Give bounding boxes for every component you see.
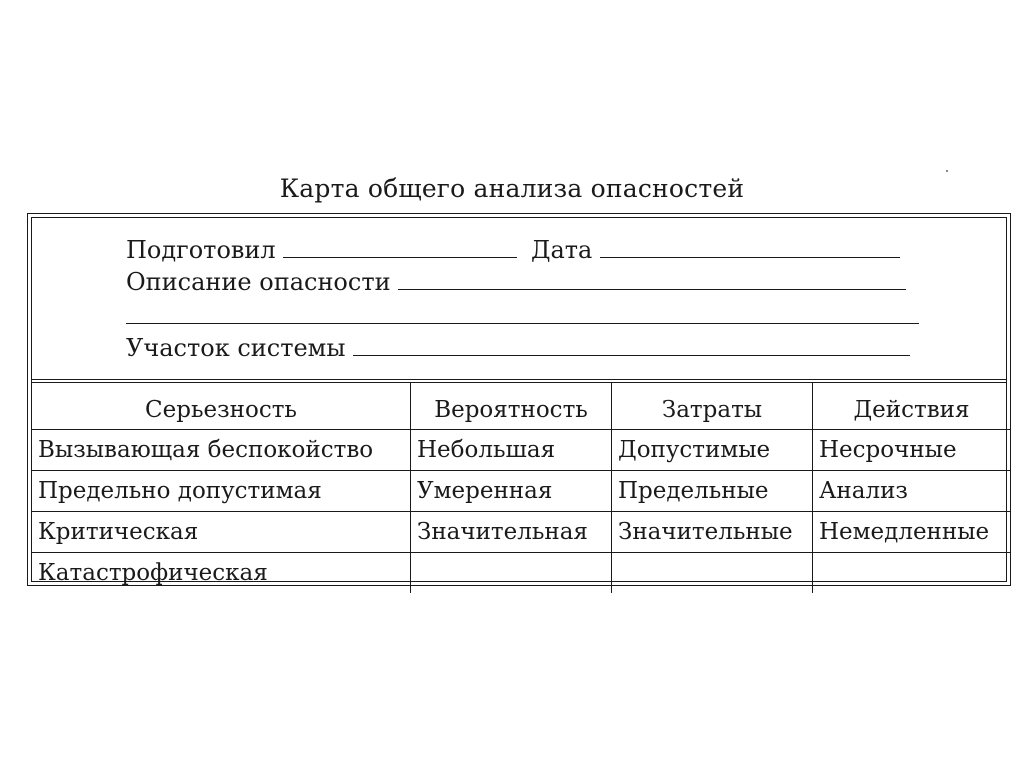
table-cell: Катастрофическая bbox=[32, 553, 411, 594]
table-cell: Критическая bbox=[32, 512, 411, 553]
table-cell: Значительные bbox=[612, 512, 813, 553]
hazard-analysis-card bbox=[27, 213, 1011, 586]
table-header-row bbox=[32, 383, 1010, 430]
table-cell: Небольшая bbox=[411, 430, 612, 471]
table-cell: Предельно допустимая bbox=[32, 471, 411, 512]
table-cell: Предельные bbox=[612, 471, 813, 512]
prepared-label: Подготовил bbox=[126, 236, 276, 264]
system-area-label: Участок системы bbox=[126, 334, 346, 362]
description-continuation-line bbox=[126, 304, 919, 328]
table-row bbox=[32, 512, 1010, 553]
card-inner-frame bbox=[31, 217, 1007, 586]
form-header bbox=[32, 218, 1006, 383]
date-label: Дата bbox=[530, 236, 593, 264]
table-cell: Немедленные bbox=[813, 512, 1011, 553]
date-blank[interactable] bbox=[600, 239, 900, 258]
hazard-table bbox=[32, 383, 1010, 593]
table-row bbox=[32, 430, 1010, 471]
description-blank-2[interactable] bbox=[126, 305, 919, 324]
table-cell: Вызывающая беспокойство bbox=[32, 430, 411, 471]
table-row bbox=[32, 553, 1010, 594]
table-cell: Анализ bbox=[813, 471, 1011, 512]
prepared-blank[interactable] bbox=[283, 239, 517, 258]
table-row bbox=[32, 471, 1010, 512]
description-label: Описание опасности bbox=[126, 268, 391, 296]
table-cell bbox=[612, 553, 813, 594]
table-cell: Допустимые bbox=[612, 430, 813, 471]
table-cell: Значительная bbox=[411, 512, 612, 553]
header-costs: Затраты bbox=[612, 383, 813, 430]
system-area-line bbox=[126, 336, 910, 360]
system-area-blank[interactable] bbox=[353, 337, 910, 356]
header-actions: Действия bbox=[813, 383, 1011, 430]
table-cell: Несрочные bbox=[813, 430, 1011, 471]
table-cell bbox=[813, 553, 1011, 594]
table-cell bbox=[411, 553, 612, 594]
scan-speck bbox=[946, 170, 948, 172]
header-severity: Серьезность bbox=[32, 383, 411, 430]
table-cell: Умеренная bbox=[411, 471, 612, 512]
card-title: Карта общего анализа опасностей bbox=[279, 174, 745, 203]
header-probability: Вероятность bbox=[411, 383, 612, 430]
description-blank[interactable] bbox=[398, 271, 906, 290]
prepared-date-line bbox=[126, 238, 900, 262]
description-line bbox=[126, 270, 906, 294]
